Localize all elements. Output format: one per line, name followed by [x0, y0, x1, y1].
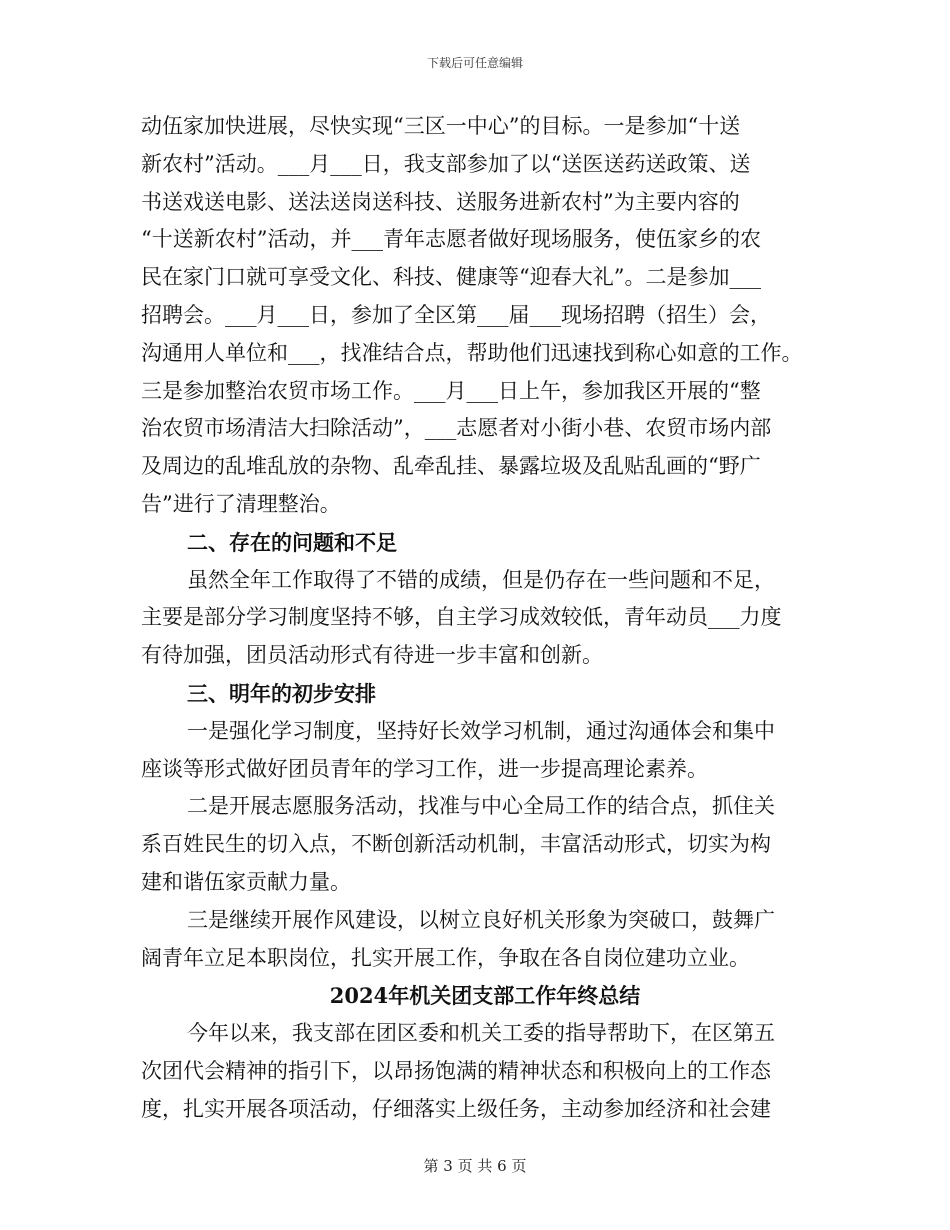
paragraph-line: 次团代会精神的指引下，以昂扬饱满的精神状态和积极向上的工作态 [141, 1058, 771, 1083]
paragraph-line: 书送戏送电影、送法送岗送科技、送服务进新农村”为主要内容的 [141, 189, 740, 214]
paragraph-line: 招聘会。___月___日，参加了全区第___届___现场招聘（招生）会， [141, 302, 771, 327]
paragraph-line: 座谈等形式做好团员青年的学习工作，进一步提高理论素养。 [141, 756, 708, 781]
paragraph-line: 建和谐伍家贡献力量。 [141, 869, 351, 894]
paragraph-line: “十送新农村”活动，并___青年志愿者做好现场服务，使伍家乡的农 [141, 227, 761, 252]
paragraph-line: 今年以来，我支部在团区委和机关工委的指导帮助下，在区第五 [187, 1021, 775, 1046]
page-number: 第 3 页 共 6 页 [423, 1157, 527, 1175]
document-title: 2024年机关团支部工作年终总结 [329, 983, 641, 1009]
paragraph-line: 及周边的乱堆乱放的杂物、乱牵乱挂、暴露垃圾及乱贴乱画的“野广 [141, 454, 761, 479]
paragraph-line: 阔青年立足本职岗位，扎实开展工作，争取在各自岗位建功立业。 [141, 945, 750, 970]
paragraph-line: 动伍家加快进展，尽快实现“三区一中心”的目标。一是参加“十送 [141, 114, 741, 138]
paragraph-line: 二是开展志愿服务活动，找准与中心全局工作的结合点，抓住关 [187, 794, 775, 819]
section-heading: 三、明年的初步安排 [187, 680, 376, 706]
paragraph-line: 主要是部分学习制度坚持不够，自主学习成效较低，青年动员___力度 [141, 605, 782, 630]
paragraph-line: 有待加强，团员活动形式有待进一步丰富和创新。 [141, 643, 603, 668]
paragraph-line: 系百姓民生的切入点，不断创新活动机制，丰富活动形式，切实为构 [141, 832, 771, 857]
paragraph-line: 一是强化学习制度，坚持好长效学习机制，通过沟通体会和集中 [187, 718, 775, 743]
download-edit-note: 下载后可任意编辑 [426, 56, 523, 70]
paragraph-line: 民在家门口就可享受文化、科技、健康等“迎春大礼”。二是参加___ [141, 265, 761, 290]
document-body [141, 108, 809, 1129]
paragraph-line: 告”进行了清理整治。 [141, 491, 341, 516]
paragraph-line: 新农村”活动。___月___日，我支部参加了以“送医送药送政策、送 [141, 151, 751, 176]
paragraph-line: 沟通用人单位和___，找准结合点，帮助他们迅速找到称心如意的工作。 [141, 340, 803, 365]
paragraph-line: 度，扎实开展各项活动，仔细落实上级任务，主动参加经济和社会建 [141, 1096, 771, 1121]
paragraph-line: 三是继续开展作风建设，以树立良好机关形象为突破口，鼓舞广 [187, 907, 775, 932]
paragraph-line: 治农贸市场清洁大扫除活动”，___志愿者对小街小巷、农贸市场内部 [141, 416, 772, 441]
paragraph-line: 虽然全年工作取得了不错的成绩，但是仍存在一些问题和不足， [187, 567, 775, 592]
section-heading: 二、存在的问题和不足 [187, 529, 397, 555]
paragraph-line: 三是参加整治农贸市场工作。___月___日上午，参加我区开展的“整 [141, 378, 761, 403]
